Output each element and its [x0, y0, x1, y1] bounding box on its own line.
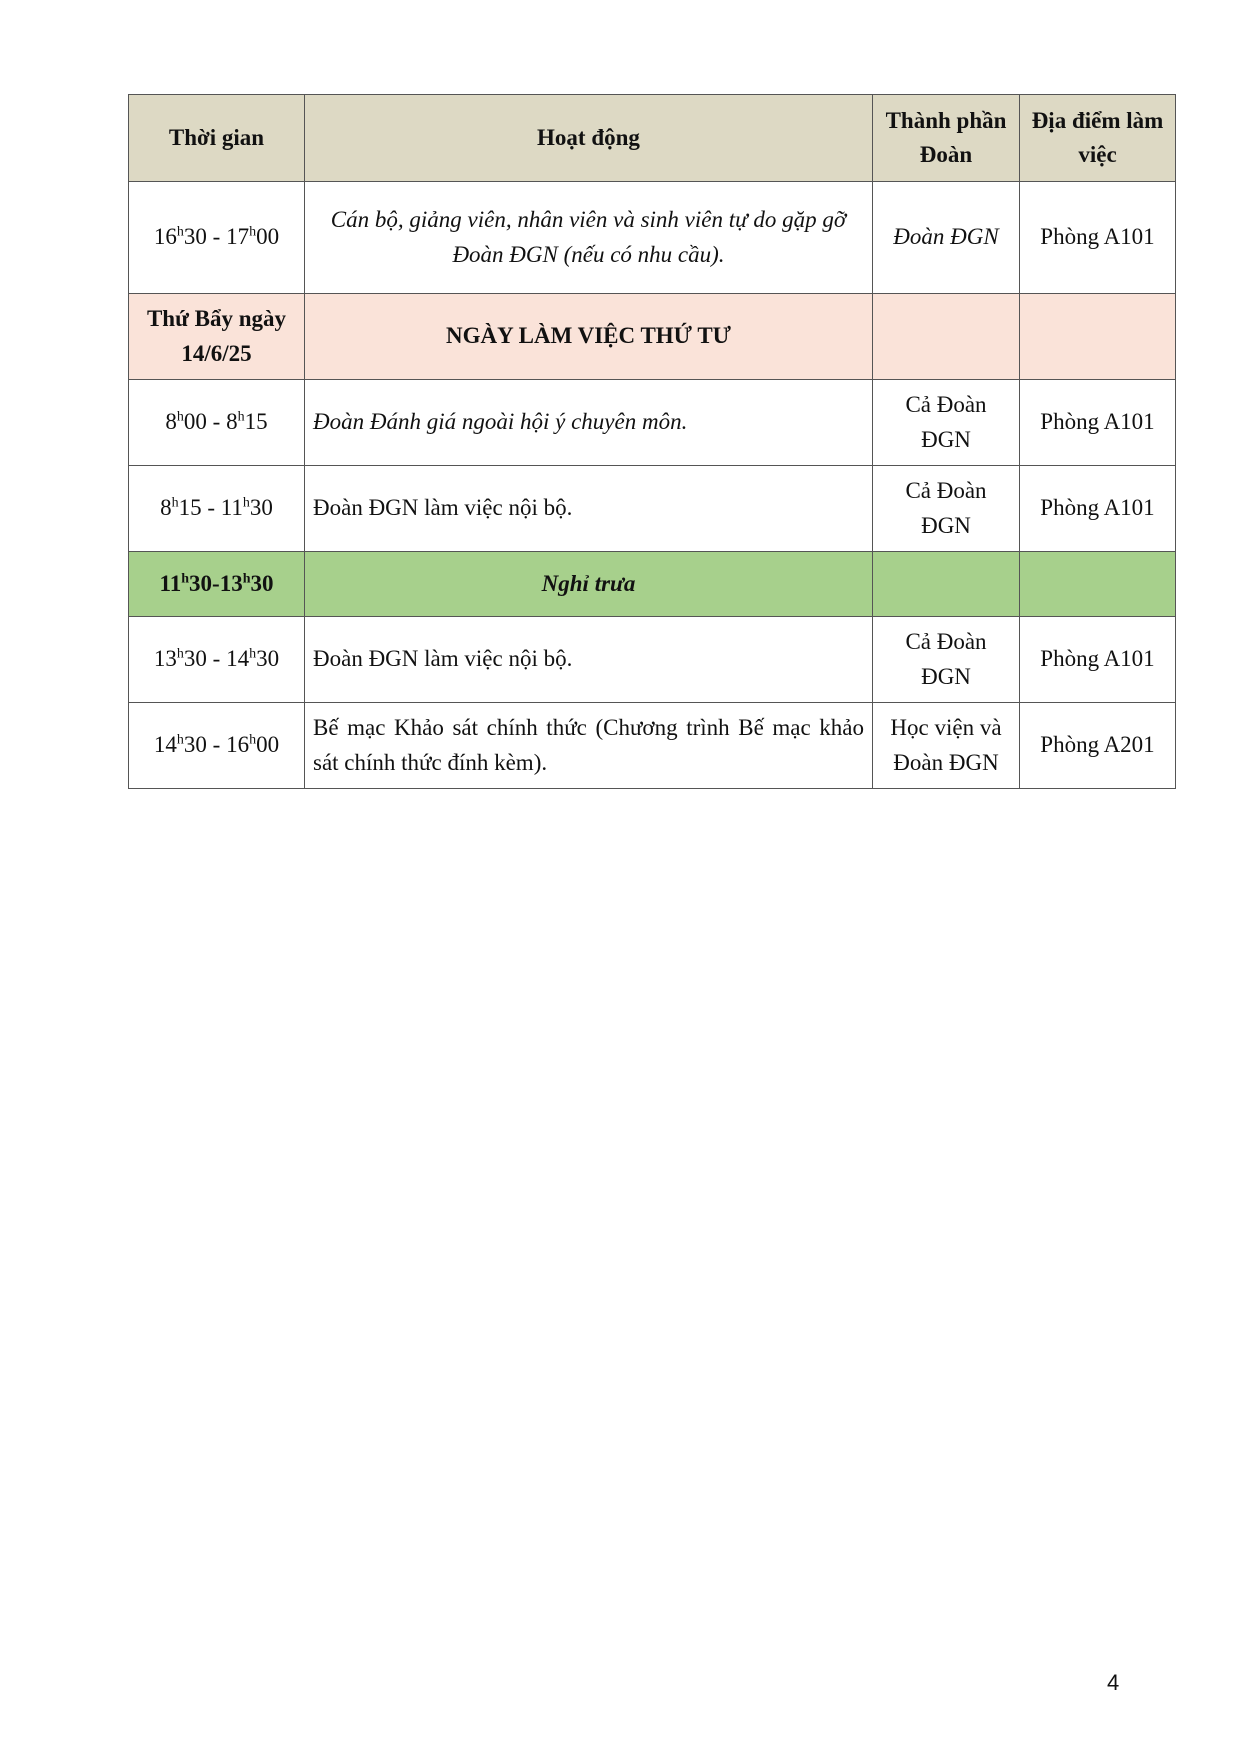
- empty-cell: [1020, 552, 1176, 617]
- empty-cell: [873, 552, 1020, 617]
- header-members: Thành phần Đoàn: [873, 95, 1020, 182]
- location-cell: Phòng A201: [1020, 703, 1176, 789]
- members-cell: Cả Đoàn ĐGN: [873, 466, 1020, 552]
- activity-cell: Cán bộ, giảng viên, nhân viên và sinh viên tự do gặp gỡ Đoàn ĐGN (nếu có nhu cầu).: [305, 182, 873, 294]
- time-cell: 11$^h$30-13$^h$30: [129, 552, 305, 617]
- day-row: [129, 294, 1176, 380]
- members-cell: Cả Đoàn ĐGN: [873, 617, 1020, 703]
- location-cell: Phòng A101: [1020, 466, 1176, 552]
- header-location: Địa điểm làm việc: [1020, 95, 1176, 182]
- empty-cell: [1020, 294, 1176, 380]
- empty-cell: [873, 294, 1020, 380]
- location-cell: Phòng A101: [1020, 182, 1176, 294]
- schedule-table: [128, 94, 1176, 789]
- time-cell: 13$^h$30 - 14$^h$30: [129, 617, 305, 703]
- table-row: [129, 182, 1176, 294]
- location-cell: Phòng A101: [1020, 617, 1176, 703]
- table-header-row: [129, 95, 1176, 182]
- table-row: [129, 703, 1176, 789]
- header-activity: Hoạt động: [305, 95, 873, 182]
- activity-cell: Đoàn ĐGN làm việc nội bộ.: [305, 617, 873, 703]
- activity-cell: Bế mạc Khảo sát chính thức (Chương trình Bế mạc khảo sát chính thức đính kèm).: [305, 703, 873, 789]
- table-row: [129, 380, 1176, 466]
- time-cell: 16$^h$30 - 17$^h$00: [129, 182, 305, 294]
- time-cell: 8$^h$00 - 8$^h$15: [129, 380, 305, 466]
- table-row: [129, 617, 1176, 703]
- time-cell: 14$^h$30 - 16$^h$00: [129, 703, 305, 789]
- members-cell: Học viện và Đoàn ĐGN: [873, 703, 1020, 789]
- members-cell: Đoàn ĐGN: [873, 182, 1020, 294]
- members-cell: Cả Đoàn ĐGN: [873, 380, 1020, 466]
- lunch-label: Nghỉ trưa: [305, 552, 873, 617]
- location-cell: Phòng A101: [1020, 380, 1176, 466]
- activity-cell: Đoàn Đánh giá ngoài hội ý chuyên môn.: [305, 380, 873, 466]
- time-cell: 8$^h$15 - 11$^h$30: [129, 466, 305, 552]
- page-number: 4: [1107, 1670, 1120, 1695]
- table-row: [129, 466, 1176, 552]
- header-time: Thời gian: [129, 95, 305, 182]
- day-label: Thứ Bẩy ngày 14/6/25: [129, 294, 305, 380]
- day-title: NGÀY LÀM VIỆC THỨ TƯ: [305, 294, 873, 380]
- lunch-row: [129, 552, 1176, 617]
- activity-cell: Đoàn ĐGN làm việc nội bộ.: [305, 466, 873, 552]
